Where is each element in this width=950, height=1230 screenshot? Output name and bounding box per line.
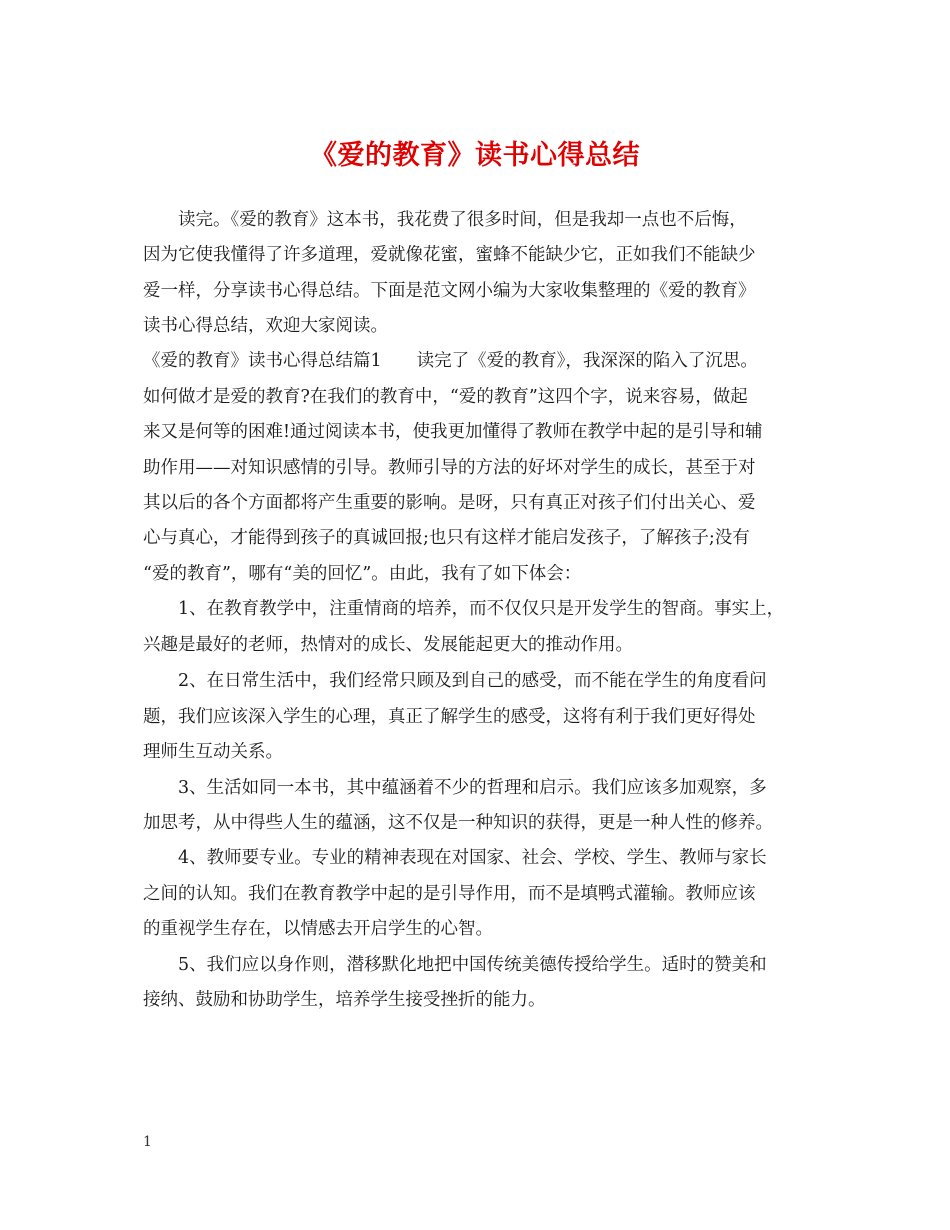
page-number: 1 bbox=[143, 1134, 152, 1150]
body-line: 助作用——对知识感情的引导。教师引导的方法的好坏对学生的成长，甚至于对 bbox=[143, 458, 756, 478]
body-line: 读书心得总结，欢迎大家阅读。 bbox=[143, 316, 388, 336]
body-line: 如何做才是爱的教育?在我们的教育中，“爱的教育”这四个字，说来容易，做起 bbox=[143, 387, 748, 407]
body-line: 2、在日常生活中，我们经常只顾及到自己的感受，而不能在学生的角度看问 bbox=[143, 671, 767, 691]
body-line: 的重视学生存在，以情感去开启学生的心智。 bbox=[143, 919, 493, 939]
body-line: 接纳、鼓励和协助学生，培养学生接受挫折的能力。 bbox=[143, 990, 546, 1010]
body-line: 之间的认知。我们在教育教学中起的是引导作用，而不是填鸭式灌输。教师应该 bbox=[143, 884, 756, 904]
document-title: 《爱的教育》读书心得总结 bbox=[310, 140, 640, 171]
body-line: 心与真心，才能得到孩子的真诚回报;也只有这样才能启发孩子，了解孩子;没有 bbox=[143, 528, 750, 548]
body-line: 1、在教育教学中，注重情商的培养，而不仅仅只是开发学生的智商。事实上， bbox=[143, 599, 785, 619]
body-line: 理师生互动关系。 bbox=[143, 742, 283, 762]
body-line: 加思考，从中得些人生的蕴涵，这不仅是一种知识的获得，更是一种人性的修养。 bbox=[143, 813, 773, 833]
body-line: 爱一样，分享读书心得总结。下面是范文网小编为大家收集整理的《爱的教育》 bbox=[143, 281, 756, 301]
body-line: 因为它使我懂得了许多道理，爱就像花蜜，蜜蜂不能缺少它，正如我们不能缺少 bbox=[143, 245, 756, 265]
body-line: 读完。《爱的教育》这本书，我花费了很多时间，但是我却一点也不后悔， bbox=[143, 210, 747, 230]
body-line: 其以后的各个方面都将产生重要的影响。是呀，只有真正对孩子们付出关心、爱 bbox=[143, 493, 756, 513]
body-line: 5、我们应以身作则，潜移默化地把中国传统美德传授给学生。适时的赞美和 bbox=[143, 955, 767, 975]
body-line: 兴趣是最好的老师，热情对的成长、发展能起更大的推动作用。 bbox=[143, 635, 633, 655]
body-line: 《爱的教育》读书心得总结篇1 读完了《爱的教育》，我深深的陷入了沉思。 bbox=[143, 351, 758, 371]
body-line: 4、教师要专业。专业的精神表现在对国家、社会、学校、学生、教师与家长 bbox=[143, 848, 767, 868]
body-line: 来又是何等的困难!通过阅读本书，使我更加懂得了教师在教学中起的是引导和辅 bbox=[143, 422, 763, 442]
body-line: 题，我们应该深入学生的心理，真正了解学生的感受，这将有利于我们更好得处 bbox=[143, 707, 756, 727]
body-line: 3、生活如同一本书，其中蕴涵着不少的哲理和启示。我们应该多加观察，多 bbox=[143, 778, 767, 798]
body-line: “爱的教育”，哪有“美的回忆”。由此，我有了如下体会： bbox=[143, 564, 582, 584]
